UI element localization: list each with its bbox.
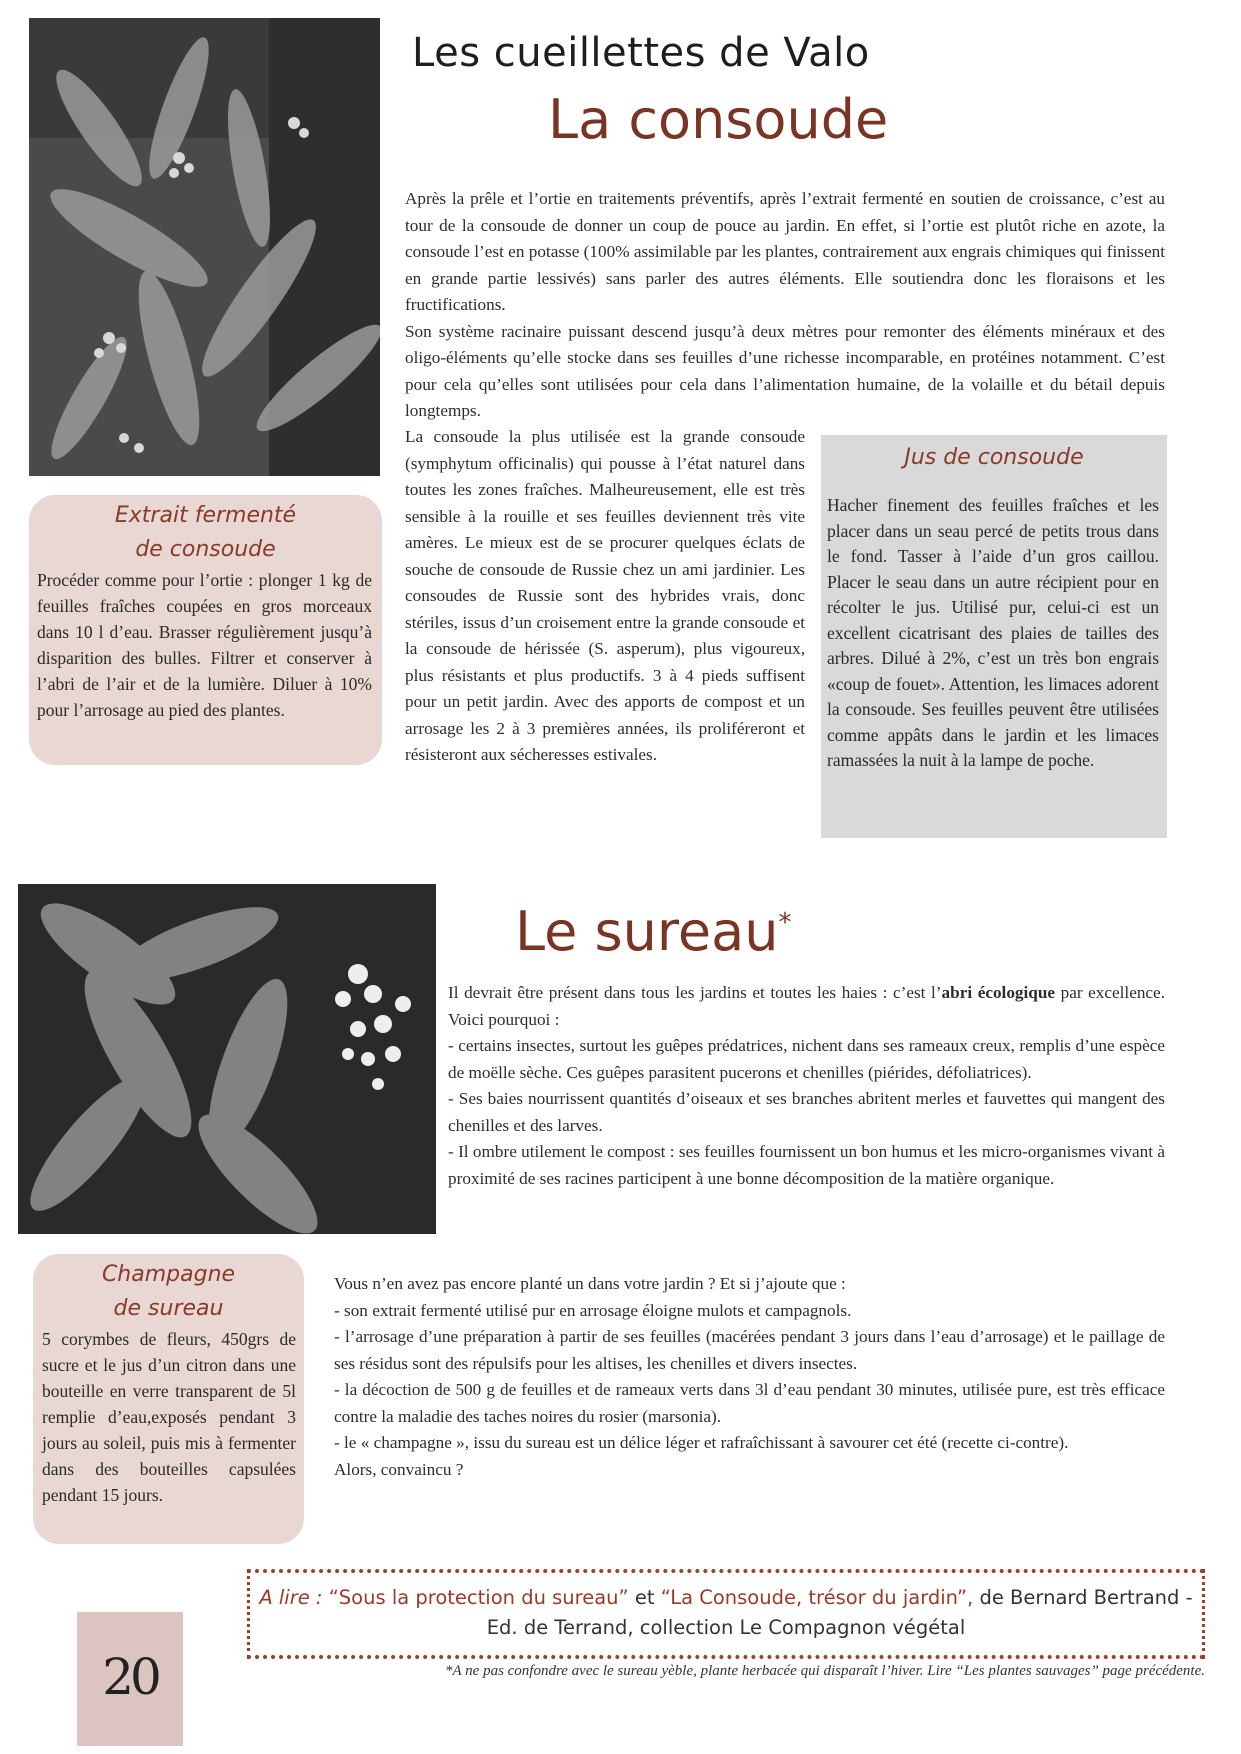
- page-title: La consoude: [548, 88, 889, 151]
- jus-box-title: Jus de consoude: [904, 445, 1084, 470]
- book-publisher: - Ed. de Terrand, collection Le Compagnon végétal: [486, 1586, 1193, 1639]
- intro-paragraph: Son système racinaire puissant descend jusqu’à deux mètres pour remonter des éléments minéraux et des oligo-éléments qu’elle stocke dans ses feuilles d’une richesse incomparable, en protéines notamment. C’est pour cela qu’elles sont utilisées pour cela dans l’alimentation humaine, de la volaille et du bétail depuis longtemps.: [405, 321, 1165, 420]
- consoude-column: [405, 424, 805, 769]
- page-number: 20: [77, 1612, 183, 1746]
- footnote-mark: *: [778, 908, 792, 938]
- series-title: Les cueillettes de Valo: [412, 30, 870, 76]
- book-title-1: “Sous la protection du sureau”: [328, 1586, 629, 1609]
- champagne-box: [33, 1254, 304, 1544]
- extrait-box-title: [29, 495, 382, 567]
- champagne-box-text: 5 corymbes de fleurs, 450grs de sucre et le jus d’un citron dans une bouteille en verre transparent de 5l remplie d’eau,exposés pendant 3 jours au soleil, puis mis à fermenter dans des bouteilles capsulées pendant 15 jours.: [42, 1329, 296, 1505]
- box-title-line: de consoude: [135, 537, 276, 562]
- consoude-photo: [29, 18, 380, 476]
- reading-recommendation: [247, 1569, 1205, 1659]
- champagne-box-title: [33, 1254, 304, 1326]
- column-paragraph: La consoude la plus utilisée est la grande consoude (symphytum officinalis) qui pousse à l’état naturel dans toutes les zones fraîches. Malheureusement, elle est très sensible à la rouille et ses feuilles deviennent très vite amères. Le mieux est de se procurer quelques éclats de souche de consoude de Russie chez un ami jardinier. Les consoudes de Russie sont des hybrides vrais, donc stériles, issus d’un croisement entre la grande consoude et la consoude de hérissée (S. asperum), plus vigoureux, plus résistants et plus productifs. 3 à 4 pieds suffisent pour un petit jardin. Avec des apports de compost et un arrosage les 2 à 3 premières années, ils proliféreront et résisteront aux sécheresses estivales.: [405, 427, 805, 764]
- sureau-intro-line: [448, 980, 1165, 1033]
- book-author: de Bernard Bertrand: [979, 1586, 1180, 1609]
- box-title-line: Extrait fermenté: [114, 503, 297, 528]
- intro-bold: abri écologique: [941, 983, 1056, 1002]
- intro-paragraph: Après la prêle et l’ortie en traitements préventifs, après l’extrait fermenté en soutien de croissance, c’est au tour de la consoude de donner un coup de pouce au jardin. En effet, si l’ortie est plutôt riche en azote, la consoude l’est en potasse (100% assimilable par les plantes, contrairement aux engrais chimiques qui finissent en grande partie lessivés) sans parler des autres éléments. Elle soutiendra donc les floraisons et les fructifications.: [405, 189, 1165, 314]
- jus-box: [821, 435, 1167, 838]
- footnote: *A ne pas confondre avec le sureau yèble, plante herbacée qui disparaît l’hiver. Lire “Les plantes sauvages” page précédente.: [445, 1663, 1205, 1679]
- sureau-more: [334, 1271, 1165, 1483]
- sureau-closing: Alors, convaincu ?: [334, 1459, 464, 1479]
- extrait-box-text: Procéder comme pour l’ortie : plonger 1 kg de feuilles fraîches coupées en gros morceaux dans 10 l d’eau. Brasser régulièrement jusqu’à disparition des bulles. Filtrer et conserver à l’abri de l’air et de la lumière. Diluer à 10% pour l’arrosage au pied des plantes.: [37, 570, 372, 720]
- sureau-more-item: - la décoction de 500 g de feuilles et de rameaux verts dans 3l d’eau pendant 30 minutes, utilisée pure, est très efficace contre la maladie des taches noires du rosier (marsonia).: [334, 1380, 1165, 1426]
- sureau-point: - certains insectes, surtout les guêpes prédatrices, nichent dans ses rameaux creux, remplis d’une espèce de moëlle sèche. Ces guêpes parasitent pucerons et chenilles (piérides, défoliatrices).: [448, 1036, 1165, 1082]
- box-title-line: de sureau: [113, 1296, 224, 1321]
- to-read-and: et: [634, 1586, 655, 1609]
- sureau-title: [515, 900, 791, 963]
- book-title-2: “La Consoude, trésor du jardin”,: [660, 1586, 974, 1609]
- sureau-more-item: - son extrait fermenté utilisé pur en arrosage éloigne mulots et campagnols.: [334, 1300, 852, 1320]
- box-title-line: Champagne: [101, 1262, 236, 1287]
- sureau-title-text: Le sureau: [515, 900, 779, 963]
- sureau-point: - Ses baies nourrissent quantités d’oiseaux et ses branches abritent merles et fauvettes qui mangent des chenilles et des larves.: [448, 1089, 1165, 1135]
- extrait-box: [29, 495, 382, 765]
- intro-after: par excellence. Voici pourquoi :: [448, 983, 1165, 1029]
- sureau-more-item: - l’arrosage d’une préparation à partir de ses feuilles (macérées pendant 3 jours dans l’eau d’arrosage) et le paillage de ses résidus sont des répulsifs pour les altises, les chenilles et divers insectes.: [334, 1327, 1165, 1373]
- sureau-more-item: - le « champagne », issu du sureau est un délice léger et rafraîchissant à savourer cet été (recette ci-contre).: [334, 1433, 1069, 1452]
- to-read-lead: A lire :: [259, 1586, 323, 1609]
- consoude-intro: [405, 186, 1165, 425]
- sureau-point: - Il ombre utilement le compost : ses feuilles fournissent un bon humus et les micro-organismes vivant à proximité de ses racines participent à une bonne décomposition de la matière organique.: [448, 1142, 1165, 1188]
- sureau-more-intro: Vous n’en avez pas encore planté un dans votre jardin ? Et si j’ajoute que :: [334, 1274, 846, 1293]
- jus-box-text: Hacher finement des feuilles fraîches et les placer dans un seau percé de petits trous dans le fond. Tasser à l’aide d’un gros caillou. Placer le seau dans un autre récipient pour en récolter le jus. Utilisé pur, celui-ci est un excellent cicatrisant des plaies de tailles des arbres. Dilué à 2%, c’est un très bon engrais «coup de fouet». Attention, les limaces adorent la consoude. Ses feuilles peuvent être utilisées comme appâts dans le jardin et les limaces ramassées la nuit à la lampe de poche.: [827, 495, 1159, 770]
- sureau-intro: [448, 980, 1165, 1192]
- intro-before: Il devrait être présent dans tous les jardins et toutes les haies : c’est l’: [448, 983, 942, 1002]
- sureau-photo: [18, 884, 436, 1234]
